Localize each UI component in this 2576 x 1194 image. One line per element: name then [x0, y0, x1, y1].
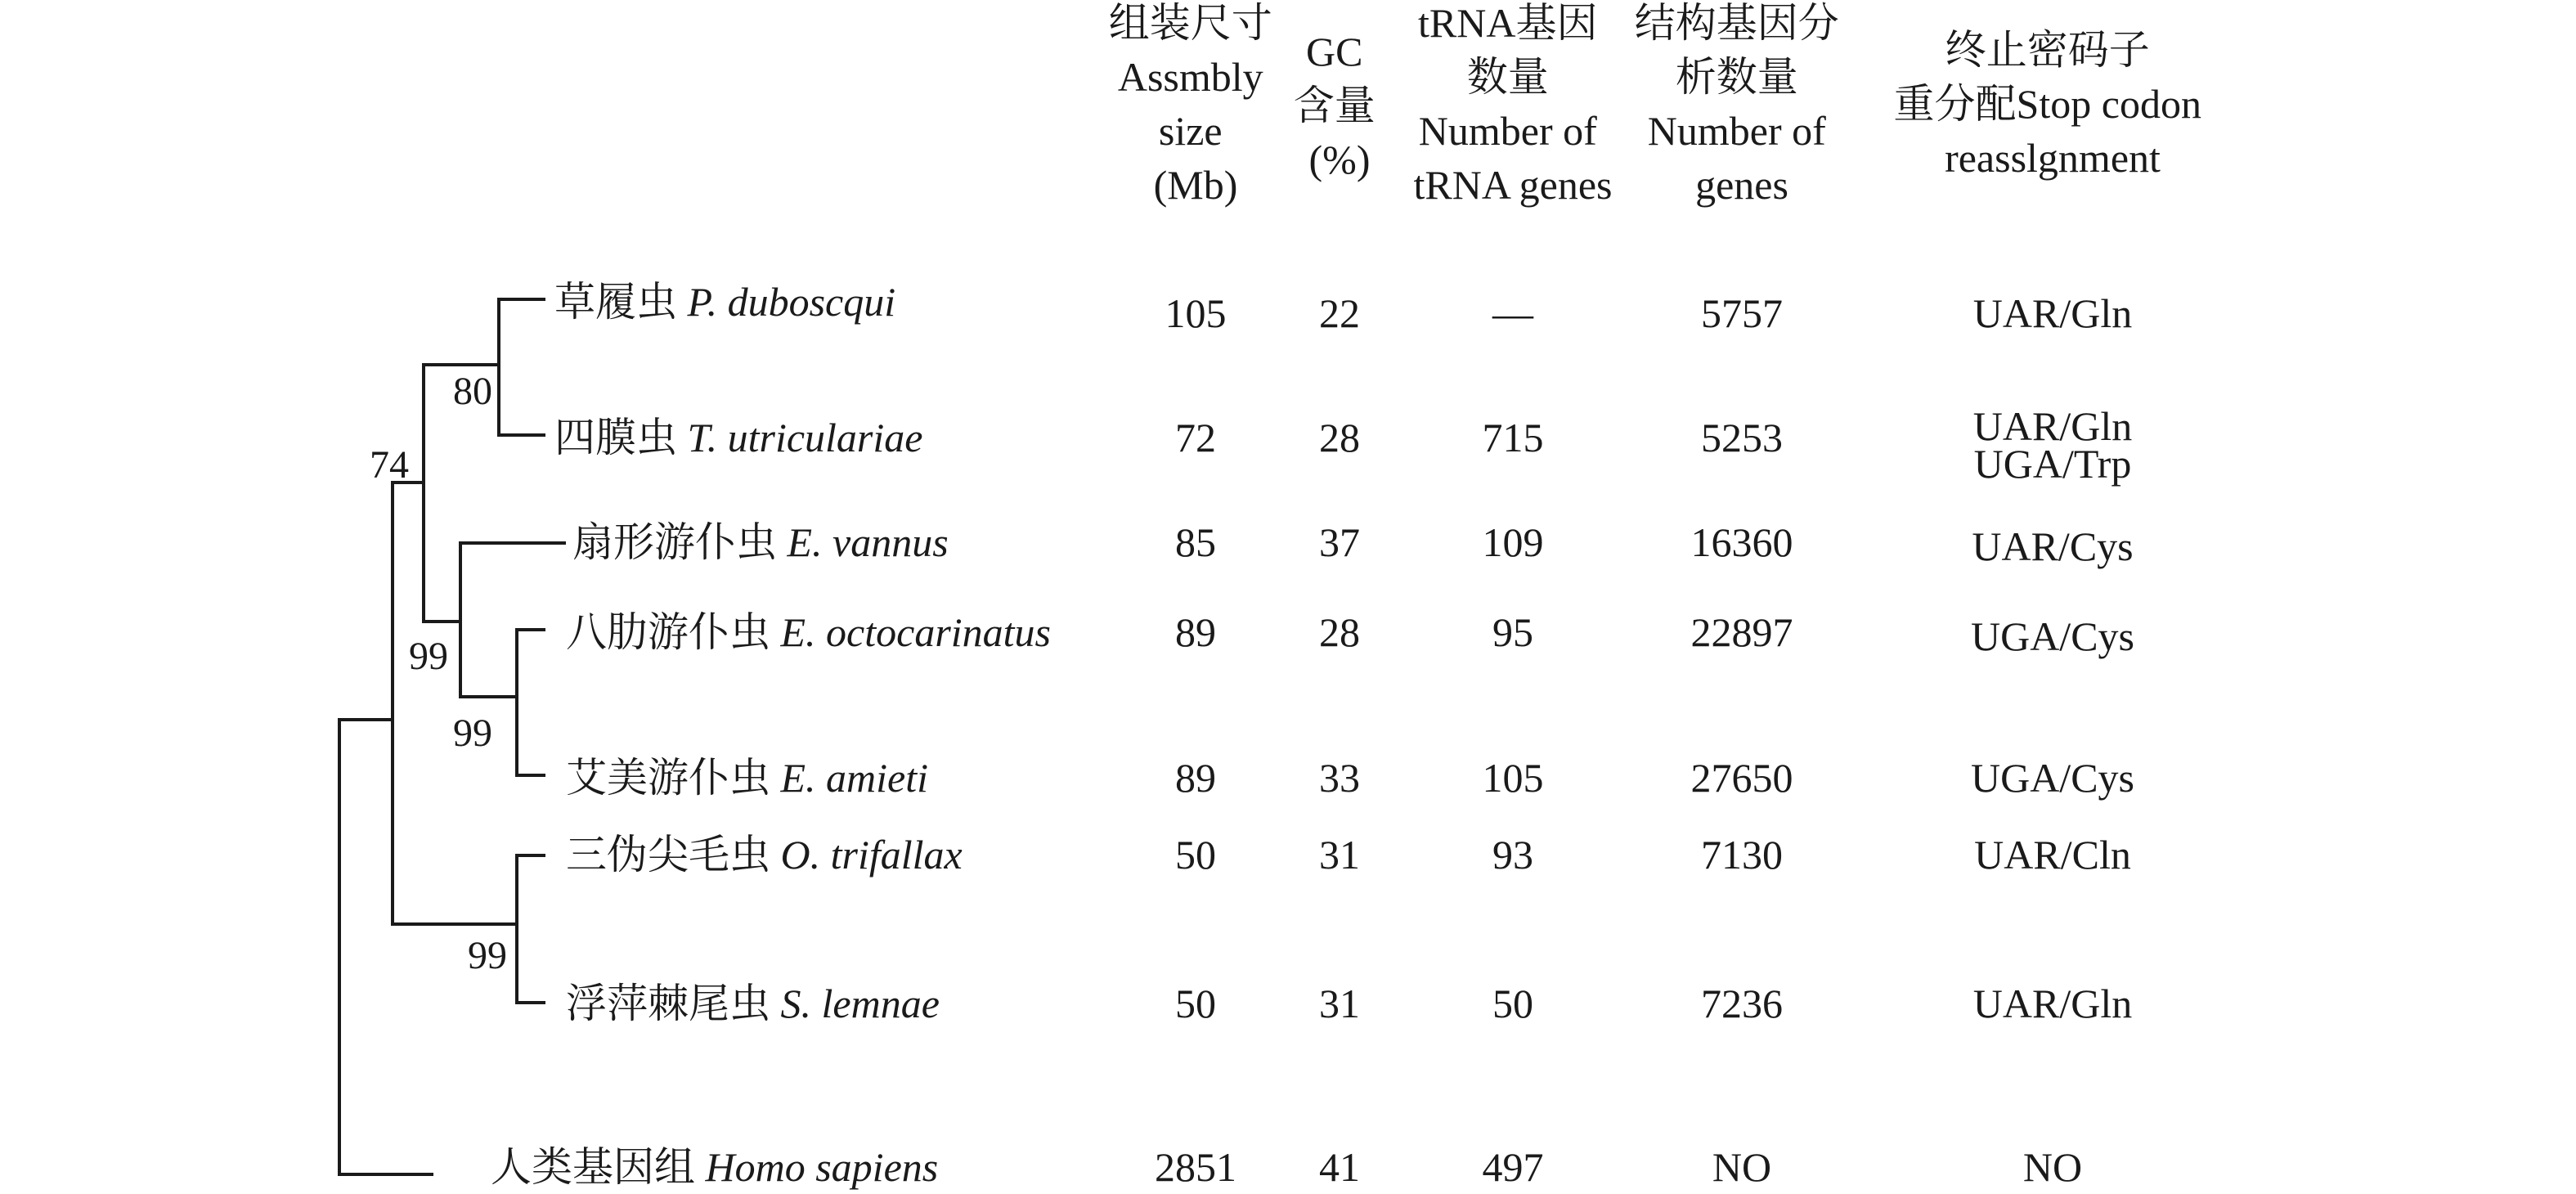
- cell-assembly-size: 89: [1175, 609, 1216, 655]
- branch-e-octocarinatus: [517, 630, 544, 772]
- bootstrap-80: 80: [453, 370, 492, 413]
- cell-stop-codon: NO: [2022, 1144, 2083, 1190]
- table-row: [566, 832, 2131, 878]
- cell-assembly-size: 105: [1165, 290, 1227, 336]
- phylogenetic-tree: [339, 299, 564, 1174]
- cell-trna-genes: 497: [1482, 1144, 1544, 1190]
- table-row: [491, 1144, 2082, 1190]
- cell-stop-codon: UGA/Cys: [1970, 613, 2135, 659]
- cell-trna-genes: 105: [1482, 755, 1544, 801]
- table-row: [566, 981, 2132, 1026]
- cell-gene-count: 16360: [1690, 519, 1793, 565]
- cell-gene-count: 7236: [1701, 981, 1783, 1026]
- cell-stop-codon: UAR/Gln: [1972, 290, 2133, 336]
- branch-e-amieti: [517, 772, 544, 775]
- table-row: [572, 519, 2134, 569]
- taxon-label: 四膜虫 T. utriculariae: [554, 415, 923, 460]
- bootstrap-values: [370, 370, 507, 977]
- cell-stop-codon: UGA/Cys: [1970, 755, 2135, 801]
- cell-trna-genes: 109: [1482, 519, 1544, 565]
- taxon-label: 八肋游仆虫 E. octocarinatus: [566, 609, 1052, 655]
- cell-gc-content: 28: [1319, 609, 1360, 655]
- cell-assembly-size: 89: [1175, 755, 1216, 801]
- taxon-label: 三伪尖毛虫 O. trifallax: [566, 832, 963, 878]
- cell-assembly-size: 2851: [1155, 1144, 1236, 1190]
- cell-gc-content: 37: [1319, 519, 1360, 565]
- node-99-upper-connector: [424, 515, 460, 622]
- cell-gc-content: 31: [1319, 832, 1360, 878]
- cell-trna-genes: 50: [1492, 981, 1533, 1026]
- header-gene-count: 结构基因分 析数量 Number of genes: [1634, 0, 1839, 208]
- cell-trna-genes: 95: [1492, 609, 1533, 655]
- table-row: [566, 609, 2134, 659]
- branch-e-vannus: [460, 543, 564, 697]
- cell-gene-count: 5253: [1701, 415, 1783, 460]
- branch-p-duboscqui: [499, 299, 544, 304]
- cell-trna-genes: —: [1492, 290, 1533, 336]
- branch-homo-sapiens: [339, 720, 432, 1174]
- bootstrap-99-euplotes-inner: 99: [453, 711, 492, 755]
- column-headers: [1109, 0, 2212, 208]
- table-row: [554, 403, 2132, 487]
- taxon-label: 扇形游仆虫 E. vannus: [572, 519, 949, 565]
- cell-gc-content: 33: [1319, 755, 1360, 801]
- table-row: [566, 755, 2134, 801]
- bootstrap-74: 74: [370, 443, 409, 487]
- bootstrap-99-euplotes-outer: 99: [409, 635, 448, 678]
- cell-gc-content: 41: [1319, 1144, 1360, 1190]
- cell-assembly-size: 50: [1175, 832, 1216, 878]
- taxon-label: 草履虫 P. duboscqui: [554, 279, 896, 325]
- bootstrap-99-oxytricha: 99: [468, 934, 507, 977]
- header-stop-codon: 终止密码子 重分配Stop codon reasslgnment: [1893, 27, 2201, 181]
- cell-stop-codon: UAR/Cln: [1974, 832, 2131, 878]
- cell-gene-count: 27650: [1690, 755, 1793, 801]
- cell-assembly-size: 50: [1175, 981, 1216, 1026]
- cell-gene-count: 22897: [1690, 609, 1793, 655]
- cell-gc-content: 28: [1319, 415, 1360, 460]
- cell-gene-count: 5757: [1701, 290, 1783, 336]
- cell-gene-count: NO: [1712, 1144, 1772, 1190]
- taxon-label: 艾美游仆虫 E. amieti: [566, 755, 929, 801]
- cell-stop-codon: UAR/Gln: [1972, 403, 2133, 449]
- taxon-label: 浮萍棘尾虫 S. lemnae: [566, 981, 940, 1026]
- cell-stop-codon: UAR/Gln: [1972, 981, 2133, 1026]
- cell-gene-count: 7130: [1701, 832, 1783, 878]
- cell-assembly-size: 72: [1175, 415, 1216, 460]
- branch-o-trifallax: [517, 855, 544, 924]
- cell-trna-genes: 93: [1492, 832, 1533, 878]
- table-rows: [491, 279, 2134, 1190]
- cell-stop-codon-secondary: UGA/Trp: [1973, 441, 2132, 487]
- cell-trna-genes: 715: [1482, 415, 1544, 460]
- table-row: [554, 279, 2132, 336]
- header-trna-genes: tRNA基因 数量 Number of tRNA genes: [1413, 0, 1613, 208]
- branch-t-utriculariae: [499, 299, 544, 435]
- cell-assembly-size: 85: [1175, 519, 1216, 565]
- taxon-label: 人类基因组 Homo sapiens: [491, 1144, 939, 1190]
- header-assembly-size: 组装尺寸 Assmbly size (Mb): [1108, 0, 1272, 208]
- cell-gc-content: 31: [1319, 981, 1360, 1026]
- header-gc-content: GC 含量 (%): [1293, 29, 1376, 182]
- branch-s-lemnae: [517, 924, 544, 1003]
- cell-gc-content: 22: [1319, 290, 1360, 336]
- cell-stop-codon: UAR/Cys: [1972, 523, 2134, 569]
